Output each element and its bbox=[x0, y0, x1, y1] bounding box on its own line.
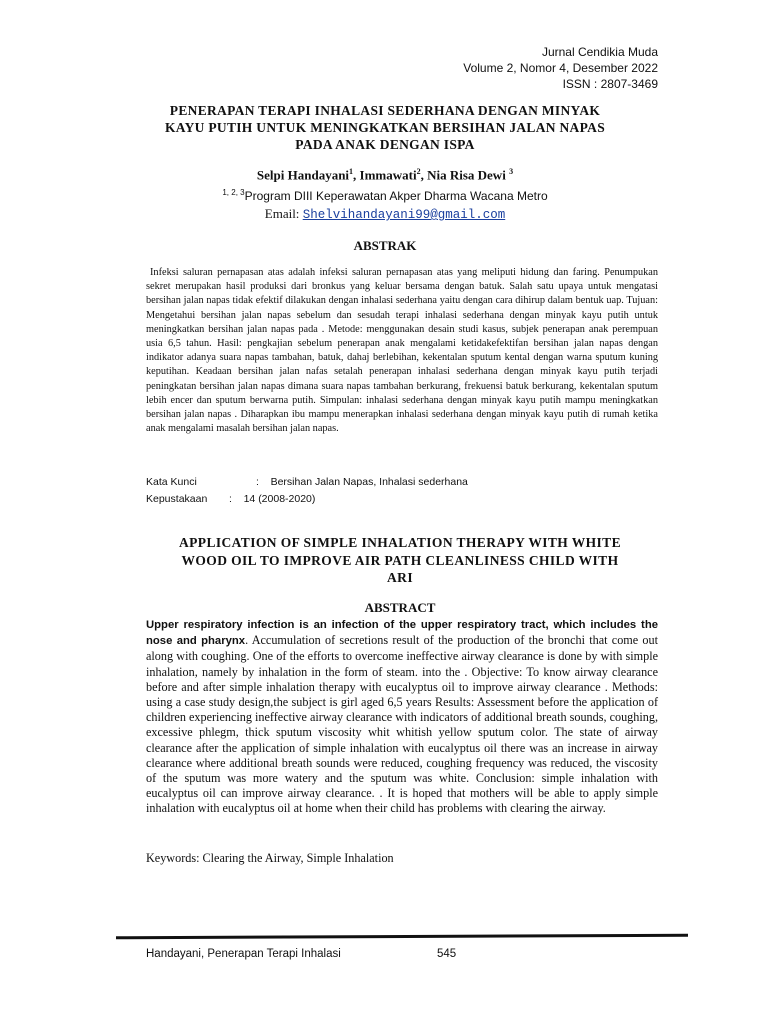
title-line: APPLICATION OF SIMPLE INHALATION THERAPY WITH WHITE bbox=[179, 535, 621, 550]
author-name: Nia Risa Dewi bbox=[427, 167, 506, 183]
abstract-text: . Accumulation of secretions result of the production of the bronchi that come out along with coughing. One of the efforts to overcome ineffective airway clearance is done by with simple inhalation, namely by inhalation in the form of steam. into the . Objective: To know airway clearance before and after simple inhalation therapy with eucalyptus oil to improve airway clearance . Methods: using a case study design,the subject is girl aged 6,5 years Results: Assessment before the application of children experiencing ineffective airway clearance with indicators of additional breath sounds, coughing, excessive phlegm, thick sputum viscosity whit whitish yellow sputum color. The state of airway clearance after the application of simple inhalation with eucalyptus oil there was an increase in airway clearance where additional breath sounds were reduced, coughing frequency was reduced, the viscosity of the sputum was more watery and the sputum was white. Conclusion: simple inhalation with eucalyptus oil can improve airway clearance. . It is hoped that mothers will be able to apply simple inhalation with eucalyptus oil at home when their child has problems with clearing the airway. bbox=[146, 633, 658, 816]
contact-email bbox=[140, 206, 630, 222]
title-line: PADA ANAK DENGAN ISPA bbox=[295, 137, 475, 152]
kata-kunci-value: Bersihan Jalan Napas, Inhalasi sederhana bbox=[270, 476, 468, 488]
footer-divider bbox=[116, 934, 688, 939]
abstract-body bbox=[146, 617, 658, 817]
kata-kunci-separator: : bbox=[256, 476, 259, 488]
kepustakaan-separator: : bbox=[229, 493, 232, 505]
affiliation bbox=[140, 188, 630, 203]
kepustakaan-label: Kepustakaan bbox=[146, 493, 208, 505]
title-line: PENERAPAN TERAPI INHALASI SEDERHANA DENGAN MINYAK bbox=[169, 103, 601, 118]
kata-kunci-label: Kata Kunci bbox=[146, 476, 197, 488]
title-line: KAYU PUTIH UNTUK MENINGKATKAN BERSIHAN JALAN NAPAS bbox=[164, 120, 606, 135]
abstrak-body: Infeksi saluran pernapasan atas adalah infeksi saluran pernapasan atas yang meliputi hidung dan faring. Penumpukan sekret merupakan hasil produksi dari bronkus yang keluar bersama dengan batuk. Salah satu upaya untuk mengatasi bersihan jalan napas tidak efektif dilakukan dengan inhalasi sederhana yaitu dengan cara dihirup dalam bentuk uap. Tujuan: Mengetahui bersihan jalan napas sebelum dan sesudah terapi inhalasi sederhana dengan minyak kayu putih untuk meningkatkan bersihan jalan napas pada . Metode: menggunakan desain studi kasus, subjek penerapan anak perempuan usia 6,5 tahun. Hasil: pengkajian sebelum penerapan anak mengalami ketidakefektifan bersihan jalan napas dengan indikator adanya suara napas tambahan, batuk, dahaj berlebihan, kekentalan sputum kental dengan warna sputum kuning keputihan. Keadaan bersihan jalan nafas setalah penerapan inhalasi sederhana dengan minyak kayu putih terjadi peningkatan bersihan jalan napas dimana suara napas tambahan berkurang, frekuensi batuk berkurang, kekentalan sputum lebih encer dan sputum berwarna putih. Simpulan: inhalasi sederhana dengan minyak kayu putih mampu meningkatkan bersihan jalan napas . Diharapkan ibu mampu menerapkan inhalasi sederhana dengan minyak kayu putih di rumah ketika anak mengalami masalah bersihan jalan napas. bbox=[146, 267, 658, 435]
journal-volume: Volume 2, Nomor 4, Desember 2022 bbox=[463, 61, 658, 75]
affiliation-marks: 1, 2, 3 bbox=[222, 188, 245, 197]
author-affiliation-mark: 3 bbox=[509, 167, 514, 176]
article-title-english bbox=[140, 534, 660, 587]
title-line: WOOD OIL TO IMPROVE AIR PATH CLEANLINESS CHILD WITH bbox=[181, 552, 619, 568]
author-affiliation-mark: 1 bbox=[349, 167, 354, 176]
keywords-english: Keywords: Clearing the Airway, Simple Inhalation bbox=[146, 851, 394, 865]
page-number: 545 bbox=[437, 948, 457, 960]
keyword-block bbox=[146, 474, 468, 508]
journal-name: Jurnal Cendikia Muda bbox=[541, 45, 658, 59]
author-affiliation-mark: 2 bbox=[416, 167, 421, 176]
kepustakaan-value: 14 (2008-2020) bbox=[243, 493, 316, 505]
kepustakaan-row bbox=[146, 491, 468, 508]
author-name: Immawati bbox=[359, 167, 417, 183]
email-link[interactable]: Shelvihandayani99@gmail.com bbox=[302, 208, 506, 222]
email-label: Email: bbox=[264, 206, 303, 221]
title-line: ARI bbox=[387, 570, 413, 585]
author-name: Selpi Handayani bbox=[256, 167, 350, 183]
abstrak-heading: ABSTRAK bbox=[353, 238, 417, 253]
abstract-heading: ABSTRACT bbox=[364, 600, 436, 615]
affiliation-text: Program DIII Keperawatan Akper Dharma Wacana Metro bbox=[244, 189, 548, 203]
journal-header bbox=[463, 44, 658, 92]
running-title: Handayani, Penerapan Terapi Inhalasi bbox=[146, 948, 341, 960]
abstract-lead-sentence: Upper respiratory infection is an infection of the upper respiratory tract, which includes the nose and pharynx bbox=[146, 619, 658, 648]
article-title-indonesian bbox=[140, 102, 630, 153]
kata-kunci-row bbox=[146, 474, 468, 491]
journal-issn: ISSN : 2807-3469 bbox=[562, 77, 658, 91]
author-list: Selpi Handayani$^1$, Immawati$^2$, Nia Risa Dewi $^3$ bbox=[256, 167, 514, 183]
